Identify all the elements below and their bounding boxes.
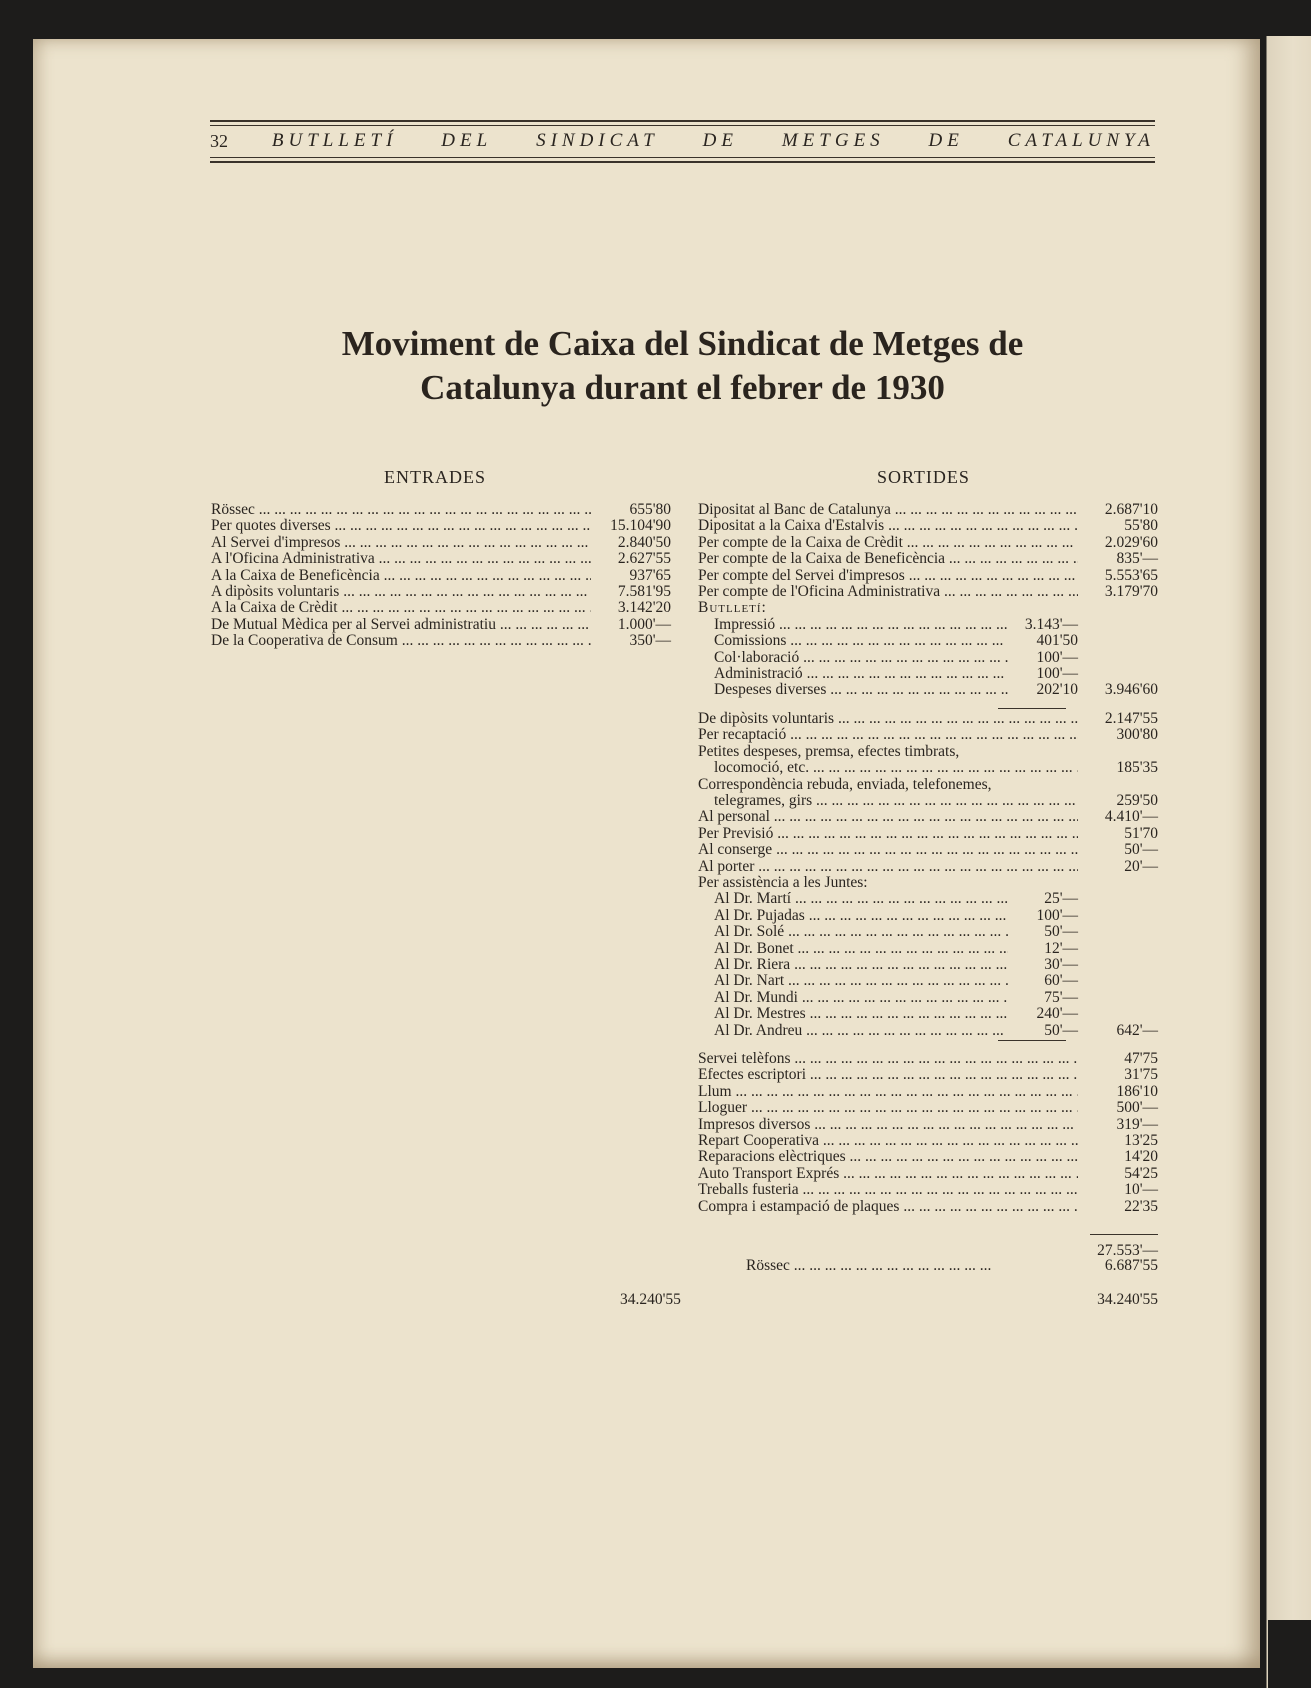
petites-line-1 (698, 744, 1158, 760)
corresp-line-1 (698, 777, 1158, 793)
row-label: Per recaptació ... . (698, 727, 1078, 743)
running-header (210, 120, 1155, 166)
junta-row (698, 941, 1158, 957)
row-value: 3.179'70 (1104, 583, 1158, 601)
header-word: DE (928, 130, 964, 151)
row-value: 2.029'60 (1104, 533, 1158, 551)
entrades-total: 34.240'55 (620, 1291, 681, 1308)
row-subvalue: 3.143'— (1024, 615, 1078, 633)
row-label: Servei telèfons ... . (698, 1051, 1078, 1067)
header-word: DE (702, 130, 738, 151)
sortida-row (698, 826, 1158, 842)
row-subvalue: 100'— (1036, 648, 1078, 666)
junta-row (698, 1006, 1158, 1022)
entrada-row (211, 502, 671, 518)
butlleti-row (698, 650, 1158, 666)
row-value: 22'35 (1124, 1197, 1158, 1215)
sortida-row (698, 1149, 1158, 1165)
juntes-rule (998, 1040, 1066, 1041)
row-value: 350'— (629, 632, 671, 650)
sortida-row (698, 518, 1158, 534)
row-value: 5.553'65 (1104, 566, 1158, 584)
row-label: De la Cooperativa de Consum ... . (211, 633, 591, 649)
junta-row (698, 891, 1158, 907)
row-label: Comissions ... . (714, 633, 1008, 649)
sortida-row (698, 1133, 1158, 1149)
sortida-row (698, 1067, 1158, 1083)
row-label: A la Caixa de Beneficència ... . (211, 568, 591, 584)
row-label: Butlletí: (698, 600, 767, 617)
row-label: Auto Transport Exprés ... . (698, 1166, 1078, 1182)
entrada-row (211, 584, 671, 600)
row-label: Al personal ... . (698, 809, 1078, 825)
rossec-value: 6.687'55 (1104, 1257, 1158, 1274)
row-value: 1.000'— (617, 615, 671, 633)
sortides-heading: SORTIDES (877, 467, 970, 487)
header-word: METGES (781, 130, 885, 151)
row-label: Al Dr. Bonet ... . (714, 941, 1008, 957)
row-subvalue: 240'— (1036, 1005, 1078, 1023)
sortides-list (698, 502, 1158, 1215)
row-subvalue: 30'— (1044, 955, 1078, 973)
row-label: Despeses diverses ... . (714, 682, 1008, 698)
row-label: De Mutual Mèdica per al Servei administratiu ... . (211, 617, 591, 633)
row-label: A dipòsits voluntaris ... . (211, 584, 591, 600)
spacer (698, 699, 1158, 711)
row-label: Dipositat al Banc de Catalunya ... . (698, 502, 1078, 518)
row-value: 3.946'60 (1104, 681, 1158, 699)
row-value: 319'— (1116, 1115, 1158, 1133)
page-number: 32 (210, 130, 228, 151)
entrada-row (211, 568, 671, 584)
title-line-2: Catalunya durant el febrer de 1930 (420, 368, 945, 407)
sortida-row (698, 584, 1158, 600)
row-value: 186'10 (1116, 1082, 1158, 1100)
row-value: 14'20 (1124, 1148, 1158, 1166)
row-value: 835'— (1116, 550, 1158, 568)
row-value: 259'50 (1116, 791, 1158, 809)
row-label: Treballs fusteria ... . (698, 1182, 1078, 1198)
header-word: CATALUNYA (1007, 130, 1155, 151)
row-subvalue: 202'10 (1036, 681, 1078, 699)
header-word: BUTLLETÍ (271, 130, 398, 151)
row-label: De dipòsits voluntaris ... . (698, 711, 1078, 727)
sortida-row (698, 1182, 1158, 1198)
sortides-total: 34.240'55 (1097, 1291, 1158, 1308)
entrada-row (211, 551, 671, 567)
row-label: Per compte de l'Oficina Administrativa ... . (698, 584, 1078, 600)
entrades-heading: ENTRADES (384, 467, 486, 487)
butlleti-row (698, 633, 1158, 649)
junta-row (698, 957, 1158, 973)
sortida-row (698, 1117, 1158, 1133)
row-value: 185'35 (1116, 759, 1158, 777)
row-label: Per compte del Servei d'impresos ... . (698, 568, 1078, 584)
row-label: Al Servei d'impresos ... . (211, 535, 591, 551)
butlleti-heading (698, 600, 1158, 616)
sortida-row (698, 502, 1158, 518)
row-label: Per Previsió ... . (698, 826, 1078, 842)
row-label: Al Dr. Solé ... . (714, 924, 1008, 940)
row-value: 500'— (1116, 1099, 1158, 1117)
junta-row (698, 973, 1158, 989)
scan-border (1268, 1620, 1311, 1688)
row-label: Al conserge ... . (698, 842, 1078, 858)
row-subvalue: 100'— (1036, 665, 1078, 683)
row-value: 7.581'95 (617, 583, 671, 601)
row-value: 4.410'— (1104, 808, 1158, 826)
row-value: 2.147'55 (1104, 709, 1158, 727)
header-word: DEL (441, 130, 493, 151)
row-value: 31'75 (1124, 1066, 1158, 1084)
row-value: 47'75 (1124, 1050, 1158, 1067)
sortida-row (698, 859, 1158, 875)
row-value: 51'70 (1124, 824, 1158, 842)
sortides-subtotal: 27.553'— (1097, 1242, 1158, 1259)
row-subvalue: 25'— (1044, 890, 1078, 908)
junta-row (698, 924, 1158, 940)
row-label: Al Dr. Mestres ... . (714, 1006, 1008, 1022)
row-subvalue: 50'— (1044, 923, 1078, 941)
butlleti-rule (998, 708, 1066, 709)
row-label: Petites despeses, premsa, efectes timbrats, (698, 743, 960, 760)
junta-row (698, 1023, 1158, 1039)
row-value: 55'80 (1124, 517, 1158, 535)
row-value: 3.142'20 (617, 599, 671, 617)
row-label: Al Dr. Nart ... . (714, 973, 1008, 989)
row-label: Col·laboració ... . (714, 650, 1008, 666)
entrada-row (211, 535, 671, 551)
row-value: 54'25 (1124, 1164, 1158, 1182)
row-label: Compra i estampació de plaques ... . (698, 1199, 1078, 1215)
row-label: Per compte de la Caixa de Crèdit ... . (698, 535, 1078, 551)
row-label: A l'Oficina Administrativa ... . (211, 551, 591, 567)
sortida-row (698, 842, 1158, 858)
row-value: 15.104'90 (610, 517, 671, 535)
row-label: Efectes escriptori ... . (698, 1067, 1078, 1083)
row-value: 937'65 (629, 566, 671, 584)
butlleti-row (698, 617, 1158, 633)
row-subvalue: 100'— (1036, 906, 1078, 924)
row-label: telegrames, girs ... . (714, 793, 1078, 809)
sortida-row (698, 551, 1158, 567)
row-label: Al Dr. Mundi ... . (714, 990, 1008, 1006)
rossec-row: Rössec ... ... ... ... ... ... ... ... ... ... ... ... ... 6.687'55 (746, 1257, 1158, 1274)
row-value: 655'80 (629, 501, 671, 518)
row-label: Al Dr. Pujadas ... . (714, 908, 1008, 924)
sortida-row (698, 727, 1158, 743)
corresp-line-2 (698, 793, 1158, 809)
rossec-label: Rössec (746, 1257, 790, 1274)
butlleti-row (698, 666, 1158, 682)
row-value: 10'— (1124, 1181, 1158, 1199)
entrada-row (211, 633, 671, 649)
row-label: Rössec ... . (211, 502, 591, 518)
page-title (210, 322, 1155, 410)
row-subvalue: 12'— (1044, 939, 1078, 957)
butlleti-row (698, 682, 1158, 698)
row-label: locomoció, etc. ... . (714, 760, 1078, 776)
row-subvalue: 60'— (1044, 972, 1078, 990)
spacer (698, 1039, 1158, 1051)
row-label: Al Dr. Riera ... . (714, 957, 1008, 973)
row-label: Impresos diversos ... . (698, 1117, 1078, 1133)
row-value: 2.627'55 (617, 550, 671, 568)
row-value: 2.687'10 (1104, 501, 1158, 518)
subtotal-rule (1090, 1234, 1158, 1235)
title-line-1: Moviment de Caixa del Sindicat de Metges de (341, 324, 1024, 363)
row-value: 2.840'50 (617, 533, 671, 551)
petites-line-2 (698, 760, 1158, 776)
sortida-row (698, 1084, 1158, 1100)
row-label: Al Dr. Andreu ... . (714, 1023, 1008, 1039)
row-label: Al porter ... . (698, 859, 1078, 875)
sortida-row (698, 1199, 1158, 1215)
sortida-row (698, 568, 1158, 584)
sortida-row (698, 1100, 1158, 1116)
row-value: 20'— (1124, 857, 1158, 875)
junta-row (698, 990, 1158, 1006)
row-label: Dipositat a la Caixa d'Estalvis ... . (698, 518, 1078, 534)
entrada-row (211, 518, 671, 534)
row-value: 50'— (1124, 841, 1158, 859)
row-label: Lloguer ... . (698, 1100, 1078, 1116)
row-label: Administració ... . (714, 666, 1008, 682)
row-label: Reparacions elèctriques ... . (698, 1149, 1078, 1165)
row-label: Repart Cooperativa ... . (698, 1133, 1078, 1149)
row-subvalue: 401'50 (1036, 632, 1078, 650)
row-value: 642'— (1116, 1021, 1158, 1039)
header-word: SINDICAT (536, 130, 659, 151)
row-label: Per quotes diverses ... . (211, 518, 591, 534)
row-subvalue: 50'— (1044, 1021, 1078, 1039)
row-label: Impressió ... . (714, 617, 1008, 633)
entrades-list (211, 502, 671, 650)
sortida-row (698, 535, 1158, 551)
sortida-row (698, 809, 1158, 825)
junta-row (698, 908, 1158, 924)
row-label: Per compte de la Caixa de Beneficència ... . (698, 551, 1078, 567)
adjacent-page-edge (1263, 36, 1311, 1688)
sortida-row (698, 711, 1158, 727)
row-label: Correspondència rebuda, enviada, telefonemes, (698, 776, 992, 793)
row-value: 13'25 (1124, 1132, 1158, 1150)
row-label: A la Caixa de Crèdit ... . (211, 600, 591, 616)
juntes-heading (698, 875, 1158, 891)
entrada-row (211, 600, 671, 616)
row-label: Per assistència a les Juntes: (698, 874, 868, 891)
sortida-row (698, 1051, 1158, 1067)
sortida-row (698, 1166, 1158, 1182)
row-subvalue: 75'— (1044, 988, 1078, 1006)
row-value: 300'80 (1116, 726, 1158, 744)
row-label: Al Dr. Martí ... . (714, 891, 1008, 907)
row-label: Llum ... . (698, 1084, 1078, 1100)
entrada-row (211, 617, 671, 633)
